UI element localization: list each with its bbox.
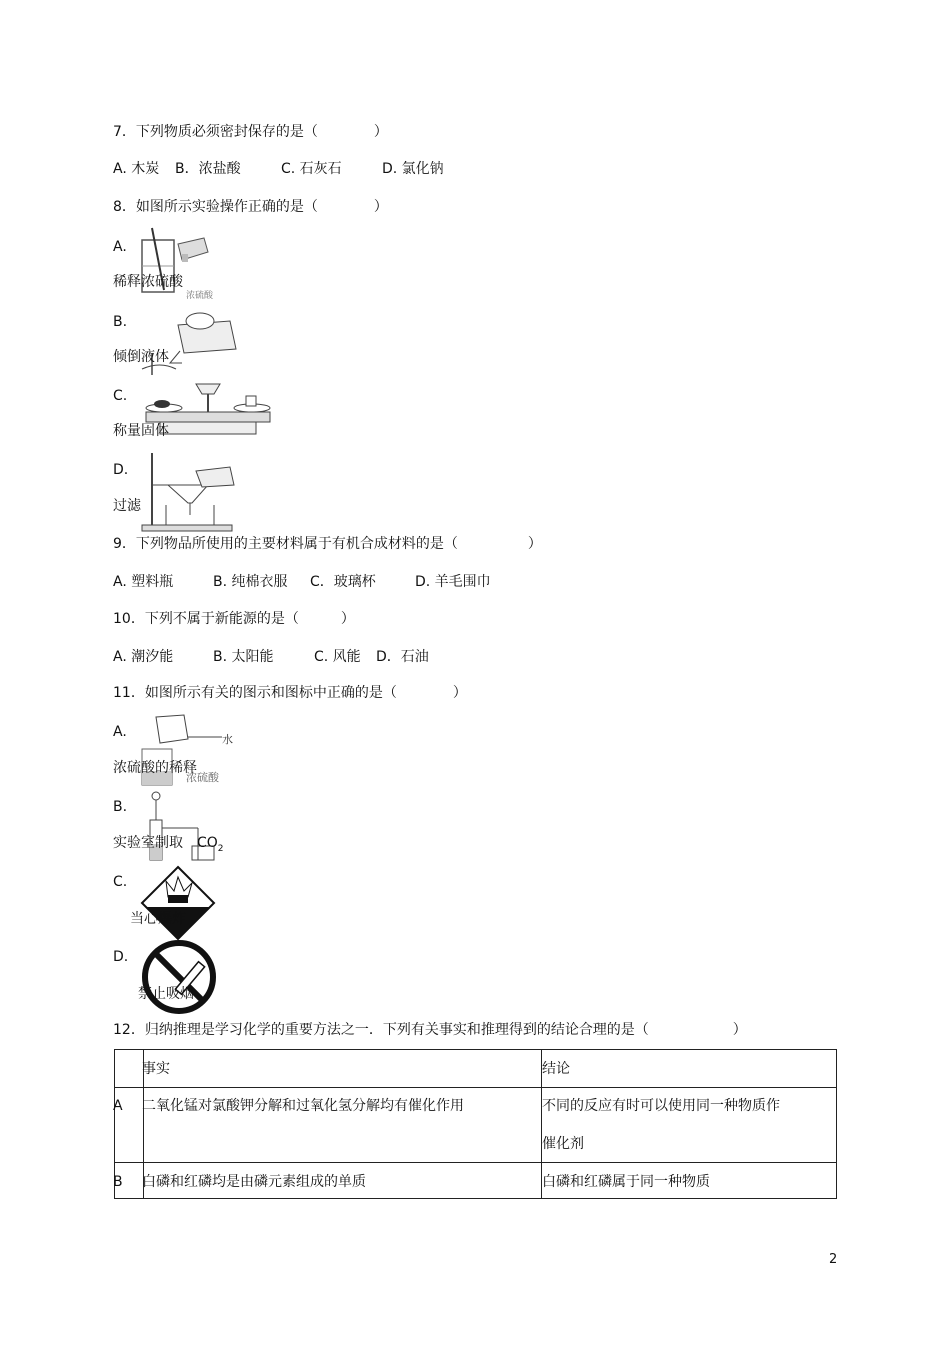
q10-option-b: B. 太阳能 xyxy=(213,649,274,665)
conc-acid-label-2: 浓硫酸 xyxy=(186,771,219,784)
q8-a-letter: A. xyxy=(113,239,127,255)
q9-option-d: D. 羊毛围巾 xyxy=(415,574,491,590)
acid-dilution-illustration xyxy=(138,713,238,788)
row-b-fact: 白磷和红磷均是由磷元素组成的单质 xyxy=(142,1174,366,1190)
header-fact: 事实 xyxy=(142,1061,170,1077)
q12-stem: 12．归纳推理是学习化学的重要方法之一．下列有关事实和推理得到的结论合理的是（ ） xyxy=(113,1022,747,1038)
q11-a-letter: A. xyxy=(113,724,127,740)
q9-option-c: C．玻璃杯 xyxy=(310,574,376,590)
q9-option-b: B. 纯棉衣服 xyxy=(213,574,288,590)
row-b-conclusion: 白磷和红磷属于同一种物质 xyxy=(542,1174,710,1190)
water-label: 水 xyxy=(222,733,233,746)
explosion-warning-icon xyxy=(138,863,218,943)
q11-stem: 11．如图所示有关的图示和图标中正确的是（ ） xyxy=(113,685,467,701)
row-a-fact: 二氧化锰对氯酸钾分解和过氧化氢分解均有催化作用 xyxy=(142,1098,464,1114)
q11-a-caption: 浓硫酸的稀释 xyxy=(113,760,197,776)
q8-c-caption: 称量固体 xyxy=(113,423,169,439)
q11-d-caption: 禁止吸烟 xyxy=(138,986,194,1002)
q7-stem: 7．下列物质必须密封保存的是（ ） xyxy=(113,124,388,140)
row-a-letter: A xyxy=(113,1098,123,1114)
q10-stem: 10．下列不属于新能源的是（ ） xyxy=(113,611,355,627)
q7-option-a: A. 木炭 xyxy=(113,161,160,177)
q10-option-d: D．石油 xyxy=(376,649,429,665)
q9-stem: 9．下列物品所使用的主要材料属于有机合成材料的是（ ） xyxy=(113,536,542,552)
page-number: 2 xyxy=(829,1252,838,1267)
q11-b-subscript: 2 xyxy=(217,843,224,854)
dilute-acid-illustration xyxy=(138,226,218,304)
row-b-letter: B xyxy=(113,1174,123,1190)
q11-b-caption xyxy=(113,836,224,854)
table-row-rule xyxy=(115,1162,836,1163)
q11-c-caption: 当心爆炸 xyxy=(130,911,186,927)
q8-d-letter: D. xyxy=(113,462,129,478)
q8-stem: 8．如图所示实验操作正确的是（ ） xyxy=(113,199,388,215)
header-conclusion: 结论 xyxy=(542,1061,570,1077)
q12-table xyxy=(114,1049,837,1199)
q11-c-letter: C. xyxy=(113,874,128,890)
q11-d-letter: D. xyxy=(113,949,129,965)
no-smoking-icon xyxy=(140,938,218,1016)
q8-b-letter: B. xyxy=(113,314,128,330)
q8-c-letter: C. xyxy=(113,388,128,404)
q8-b-caption: 倾倒液体 xyxy=(113,349,169,365)
table-header-rule xyxy=(115,1087,836,1088)
q10-option-c: C. 风能 xyxy=(314,649,361,665)
q7-option-c: C. 石灰石 xyxy=(281,161,342,177)
q9-option-a: A. 塑料瓶 xyxy=(113,574,174,590)
q11-b-caption-text: 实验室制取 CO xyxy=(113,835,218,851)
q11-b-letter: B. xyxy=(113,799,128,815)
row-a-conclusion-line1: 不同的反应有时可以使用同一种物质作 xyxy=(542,1098,780,1114)
q10-option-a: A. 潮汐能 xyxy=(113,649,174,665)
conc-acid-label: 浓硫酸 xyxy=(186,291,214,301)
row-a-conclusion-line2: 催化剂 xyxy=(542,1136,584,1152)
q8-a-caption: 稀释浓硫酸 xyxy=(113,274,183,290)
q7-option-b: B．浓盐酸 xyxy=(175,161,241,177)
q8-d-caption: 过滤 xyxy=(113,498,141,514)
pour-liquid-illustration xyxy=(140,303,240,378)
q7-option-d: D. 氯化钠 xyxy=(382,161,444,177)
filtration-illustration xyxy=(140,453,240,533)
